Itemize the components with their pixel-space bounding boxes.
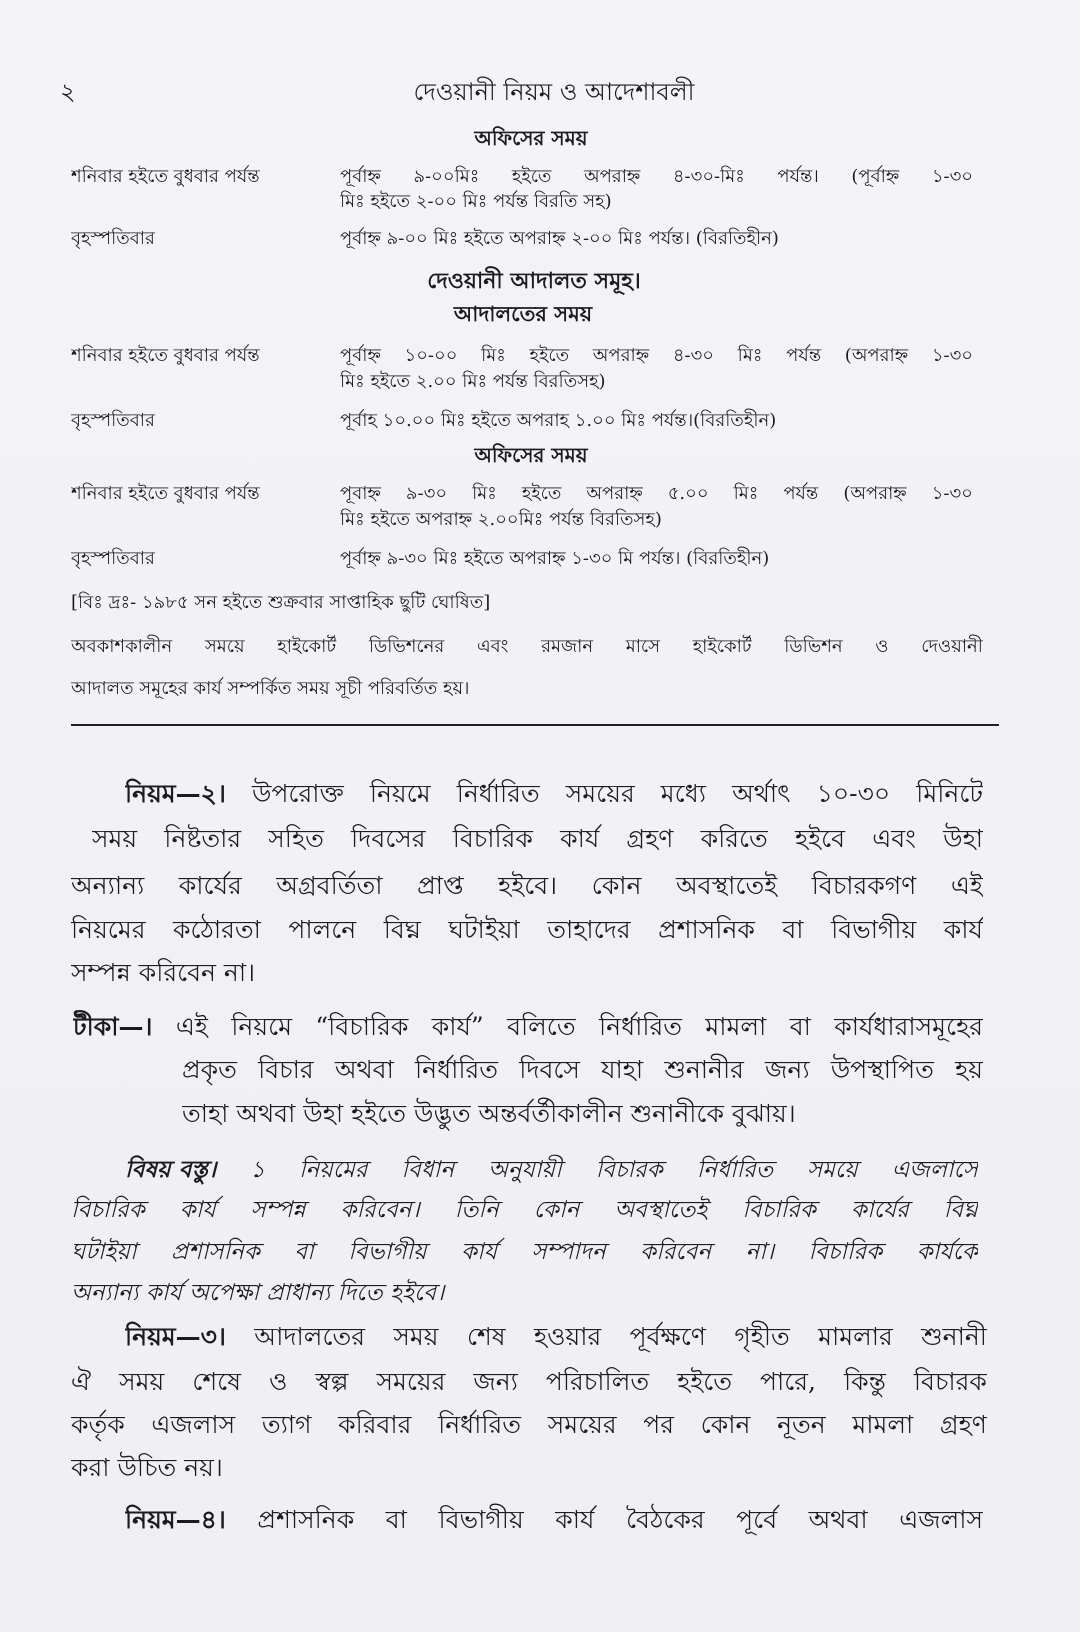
word: এবং [872, 824, 916, 853]
word: করিবেন [640, 1239, 712, 1265]
word: কার্য [560, 824, 600, 853]
word: গ্রহণ [626, 824, 674, 853]
page-number: ২ [60, 78, 76, 106]
rule-3-line: করা উচিত নয়। [71, 1453, 223, 1482]
word: পারে, [760, 1367, 816, 1396]
word: ঘটাইয়া [448, 915, 520, 944]
word: হইতে [521, 483, 562, 504]
word: অনুযায়ী [487, 1157, 562, 1183]
word: করিবার [338, 1410, 412, 1439]
court-hours-time-sat-wed-cont: মিঃ হইতে ২.০০ মিঃ পর্যন্ত বিরতিসহ) [340, 371, 606, 392]
rule-2-line [71, 871, 983, 901]
word: কর্তৃক [71, 1410, 125, 1439]
word: বিচার [258, 1055, 314, 1084]
word: আদালতের [254, 1322, 365, 1351]
civil-courts-heading: দেওয়ানী আদালত সমূহ। [427, 268, 641, 294]
word: যাহা [601, 1055, 644, 1084]
rule-3-line [71, 1367, 987, 1397]
word: নির্ধারিত [456, 779, 540, 808]
tika-line [182, 1055, 983, 1085]
office-hours-label-thu: বৃহস্পতিবার [71, 228, 155, 249]
subject-matter-line [125, 1156, 978, 1185]
word: ৫.০০ [667, 483, 709, 504]
word: শেষে [192, 1367, 241, 1396]
word: নির্ধারিত [696, 1157, 774, 1183]
word: শুনানীর [664, 1055, 744, 1084]
word: স্বল্প [315, 1367, 349, 1396]
word: ৯-০০মিঃ [413, 166, 480, 187]
tika-line: তাহা অথবা উহা হইতে উদ্ভুত অন্তর্বর্তীকালীন শুনানীকে বুঝায়। [182, 1099, 796, 1128]
word: শেষ [466, 1322, 506, 1351]
word: উহা [943, 824, 983, 853]
word: অপরাহ্ন [592, 345, 650, 366]
word: কার্যের [178, 871, 242, 900]
vacation-note-line [71, 636, 983, 658]
word: নিয়মে [369, 779, 431, 808]
rule-3-line [71, 1410, 987, 1440]
word: সময়ে [204, 636, 245, 657]
word: বিধান [401, 1157, 455, 1183]
word: অন্যান্য [71, 871, 145, 900]
word: ও [875, 636, 889, 657]
word: ৪-৩০-মিঃ [672, 166, 745, 187]
word: মিঃ [481, 345, 506, 366]
court-hours-label-sat-wed: শনিবার হইতে বুধবার পর্যন্ত [71, 345, 260, 366]
word: কার্যের [850, 1197, 909, 1223]
word: অর্থাৎ [732, 779, 791, 808]
word: বা [294, 1239, 314, 1265]
word: মামলার [818, 1322, 893, 1351]
word: কিন্তু [844, 1367, 886, 1396]
word: অগ্রবর্তিতা [276, 871, 383, 900]
word: কঠোরতা [172, 915, 261, 944]
word: (অপরাহ্ন [843, 483, 907, 504]
word: ১-৩০ [931, 345, 973, 366]
word: বিচারক [595, 1157, 663, 1183]
word: বিচারকগণ [811, 871, 917, 900]
word: বিভাগীয় [831, 915, 917, 944]
word: মিঃ [733, 483, 759, 504]
word: কার্য [460, 1239, 497, 1265]
vacation-note-line: আদালত সমূহের কার্য সম্পর্কিত সময় সূচী পরিবর্তিত হয়। [71, 678, 470, 699]
word: হইতে [677, 1367, 733, 1396]
office-hours-time-sat-wed [340, 166, 973, 188]
word: কার্য [179, 1197, 216, 1223]
word: এই [175, 1012, 208, 1041]
word: হইবে [794, 824, 846, 853]
word: প্রশাসনিক [658, 915, 755, 944]
court-hours-label-thu: বৃহস্পতিবার [71, 410, 155, 431]
word: সময় [393, 1322, 439, 1351]
word: ১-৩০ [931, 483, 973, 504]
word: পূবাহ্ন [340, 483, 381, 504]
rule-4-label: নিয়ম—৪। [125, 1505, 226, 1534]
word: ১ [250, 1157, 266, 1183]
word: ৪-৩০ [672, 345, 714, 366]
word: হইতে [529, 345, 570, 366]
word: বা [385, 1505, 407, 1534]
word: অবস্থাতেই [676, 871, 778, 900]
word: হইতে [511, 166, 552, 187]
word: এজলাস [899, 1505, 983, 1534]
rule-2-line [125, 779, 983, 809]
word: কার্য [555, 1505, 595, 1534]
word: ডিভিশনের [368, 636, 445, 657]
word: অবকাশকালীন [71, 636, 173, 657]
court-hours-time-thu: পূর্বাহ ১০.০০ মিঃ হইতে অপরাহ ১.০০ মিঃ পর্যন্ত।(বিরতিহীন) [340, 410, 777, 431]
word: নূতন [777, 1410, 826, 1439]
word: এবং [476, 636, 509, 657]
word: সময় [92, 824, 138, 853]
court-office-hours-heading: অফিসের সময় [474, 443, 588, 467]
word: বিঘ্ন [383, 915, 421, 944]
word: বিভাগীয় [348, 1239, 427, 1265]
word: পর্যন্ত। [777, 166, 819, 187]
rule-3-line [125, 1322, 987, 1352]
word: হয় [955, 1055, 983, 1084]
word: রমজান [541, 636, 594, 657]
word: পর্যন্ত [786, 345, 822, 366]
office-hours-label-sat-wed: শনিবার হইতে বুধবার পর্যন্ত [71, 166, 260, 187]
word: হাইকোর্ট [277, 636, 337, 657]
word: হাইকোর্ট [692, 636, 752, 657]
word: মধ্যে [660, 779, 706, 808]
word: অপরাহ্ন [586, 483, 643, 504]
rule-2-line [71, 915, 983, 945]
word: অথবা [334, 1055, 394, 1084]
word: নিয়মে [231, 1012, 293, 1041]
rule-4-line [125, 1505, 983, 1535]
word: প্রশাসনিক [170, 1239, 260, 1265]
word: ১০-০০ [404, 345, 458, 366]
word: সময়ে [806, 1157, 858, 1183]
word: এজলাস [151, 1410, 236, 1439]
word: জন্য [765, 1055, 810, 1084]
word: ৯-৩০ [405, 483, 448, 504]
word: পরিচালিত [545, 1367, 650, 1396]
word: (পূর্বাহ্ন [851, 166, 900, 187]
word: দিবসে [519, 1055, 580, 1084]
court-office-label-sat-wed: শনিবার হইতে বুধবার পর্যন্ত [71, 483, 260, 504]
word: বা [789, 1012, 811, 1041]
court-hours-time-sat-wed [340, 345, 973, 367]
word: গৃহীত [734, 1322, 790, 1351]
word: না। [745, 1239, 775, 1265]
word: ১০-৩০ [816, 779, 891, 808]
subject-matter-line: অন্যান্য কার্য অপেক্ষা প্রাধান্য দিতে হইবে। [71, 1280, 445, 1306]
word: মামলা [705, 1012, 767, 1041]
word: বিচারিক [71, 1197, 145, 1223]
word: নিষ্টতার [164, 824, 242, 853]
word: বৈঠকের [625, 1505, 705, 1534]
tika-line [73, 1012, 983, 1042]
tika-label: টীকা—। [73, 1012, 153, 1041]
word: পালনে [288, 915, 357, 944]
word: মিঃ [472, 483, 497, 504]
word: জন্য [473, 1367, 518, 1396]
word: তাহাদের [547, 915, 631, 944]
running-header-title: দেওয়ানী নিয়ম ও আদেশাবলী [413, 78, 695, 106]
word: বিচারিক [742, 1197, 816, 1223]
footnote-friday-holiday: [বিঃ দ্রঃ- ১৯৮৫ সন হইতে শুক্রবার সাপ্তাহিক ছুটি ঘোষিত] [71, 592, 491, 613]
word: অবস্থাতেই [614, 1197, 708, 1223]
word: মিঃ [737, 345, 763, 366]
word: নির্ধারিত [599, 1012, 682, 1041]
word: (অপরাহ্ন [844, 345, 909, 366]
rule-2-line [92, 824, 983, 854]
word: বলিতে [507, 1012, 576, 1041]
word: সময়ের [565, 779, 635, 808]
word: কোন [591, 871, 642, 900]
word: “বিচারিক [315, 1012, 409, 1041]
word: হইবে। [498, 871, 558, 900]
word: সহিত [268, 824, 324, 853]
word: বিঘ্ন [943, 1197, 978, 1223]
word: কার্যকে [916, 1239, 978, 1265]
court-hours-heading: আদালতের সময় [453, 301, 593, 326]
word: ডিভিশন [784, 636, 843, 657]
word: উপস্থাপিত [830, 1055, 934, 1084]
word: ত্যাগ [261, 1410, 312, 1439]
word: ১-৩০ [931, 166, 973, 187]
word: সময় [119, 1367, 165, 1396]
court-office-label-thu: বৃহস্পতিবার [71, 548, 155, 569]
word: পূর্বে [736, 1505, 778, 1534]
word: পর [643, 1410, 674, 1439]
word: এই [950, 871, 983, 900]
court-office-time-sat-wed [340, 483, 973, 505]
word: পূর্বাহ্ন [340, 166, 381, 187]
office-hours-heading: অফিসের সময় [474, 126, 588, 150]
office-hours-time-thu: পূর্বাহ্ন ৯-০০ মিঃ হইতে অপরাহ্ন ২-০০ মিঃ পর্যন্ত। (বিরতিহীন) [340, 228, 779, 249]
word: দিবসের [351, 824, 426, 853]
word: মামলা [852, 1410, 914, 1439]
word: অথবা [808, 1505, 868, 1534]
office-hours-time-sat-wed-cont: মিঃ হইতে ২-০০ মিঃ পর্যন্ত বিরতি সহ) [340, 191, 612, 212]
word: ঘটাইয়া [71, 1239, 137, 1265]
word: বিভাগীয় [438, 1505, 524, 1534]
word: করিতে [700, 824, 768, 853]
word: অপরাহ্ন [583, 166, 641, 187]
subject-matter-line [71, 1197, 978, 1225]
word: গ্রহণ [939, 1410, 987, 1439]
word: বিচারিক [452, 824, 533, 853]
word: ও [268, 1367, 288, 1396]
word: নিয়মের [71, 915, 146, 944]
word: উপরোক্ত [251, 779, 344, 808]
rule-2-line: সম্পন্ন করিবেন না। [71, 958, 256, 987]
word: হওয়ার [533, 1322, 602, 1351]
word: কোন [533, 1197, 580, 1223]
word: বিচারক [913, 1367, 987, 1396]
word: নির্ধারিত [438, 1410, 522, 1439]
word: সম্পাদন [531, 1239, 606, 1265]
rule-2-label: নিয়ম—২। [125, 779, 226, 808]
word: সময়ের [547, 1410, 617, 1439]
word: নিয়মের [298, 1157, 368, 1183]
word: নির্ধারিত [415, 1055, 499, 1084]
court-office-time-thu: পূর্বাহ্ন ৯-৩০ মিঃ হইতে অপরাহ্ন ১-৩০ মি পর্যন্ত। (বিরতিহীন) [340, 548, 770, 569]
rule-3-label: নিয়ম—৩। [125, 1322, 226, 1351]
word: কার্যধারাসমূহের [834, 1012, 983, 1041]
word: করিবেন। [340, 1197, 420, 1223]
word: দেওয়ানী [921, 636, 983, 657]
word: সময়ের [376, 1367, 446, 1396]
word: মিনিটে [916, 779, 983, 808]
word: পূর্বাহ্ন [340, 345, 381, 366]
subject-matter-label: বিষয় বস্তু। [125, 1156, 217, 1183]
word: প্রকৃত [182, 1055, 237, 1084]
word: প্রশাসনিক [257, 1505, 355, 1534]
subject-matter-line [71, 1239, 978, 1267]
word: কার্য [943, 915, 983, 944]
word: প্রাপ্ত [417, 871, 464, 900]
word: এজলাসে [891, 1157, 978, 1183]
word: বা [782, 915, 804, 944]
word: মাসে [625, 636, 661, 657]
word: পর্যন্ত [783, 483, 819, 504]
word: ঐ [71, 1367, 92, 1396]
section-divider [71, 724, 999, 726]
court-office-time-sat-wed-cont: মিঃ হইতে অপরাহ্ন ২.০০মিঃ পর্যন্ত বিরতিসহ) [340, 509, 662, 530]
word: শুনানী [921, 1322, 987, 1351]
word: সম্পন্ন [250, 1197, 306, 1223]
word: বিচারিক [808, 1239, 883, 1265]
word: কার্য” [431, 1012, 484, 1041]
word: পূর্বক্ষণে [629, 1322, 706, 1351]
word: কোন [700, 1410, 751, 1439]
word: তিনি [454, 1197, 499, 1223]
